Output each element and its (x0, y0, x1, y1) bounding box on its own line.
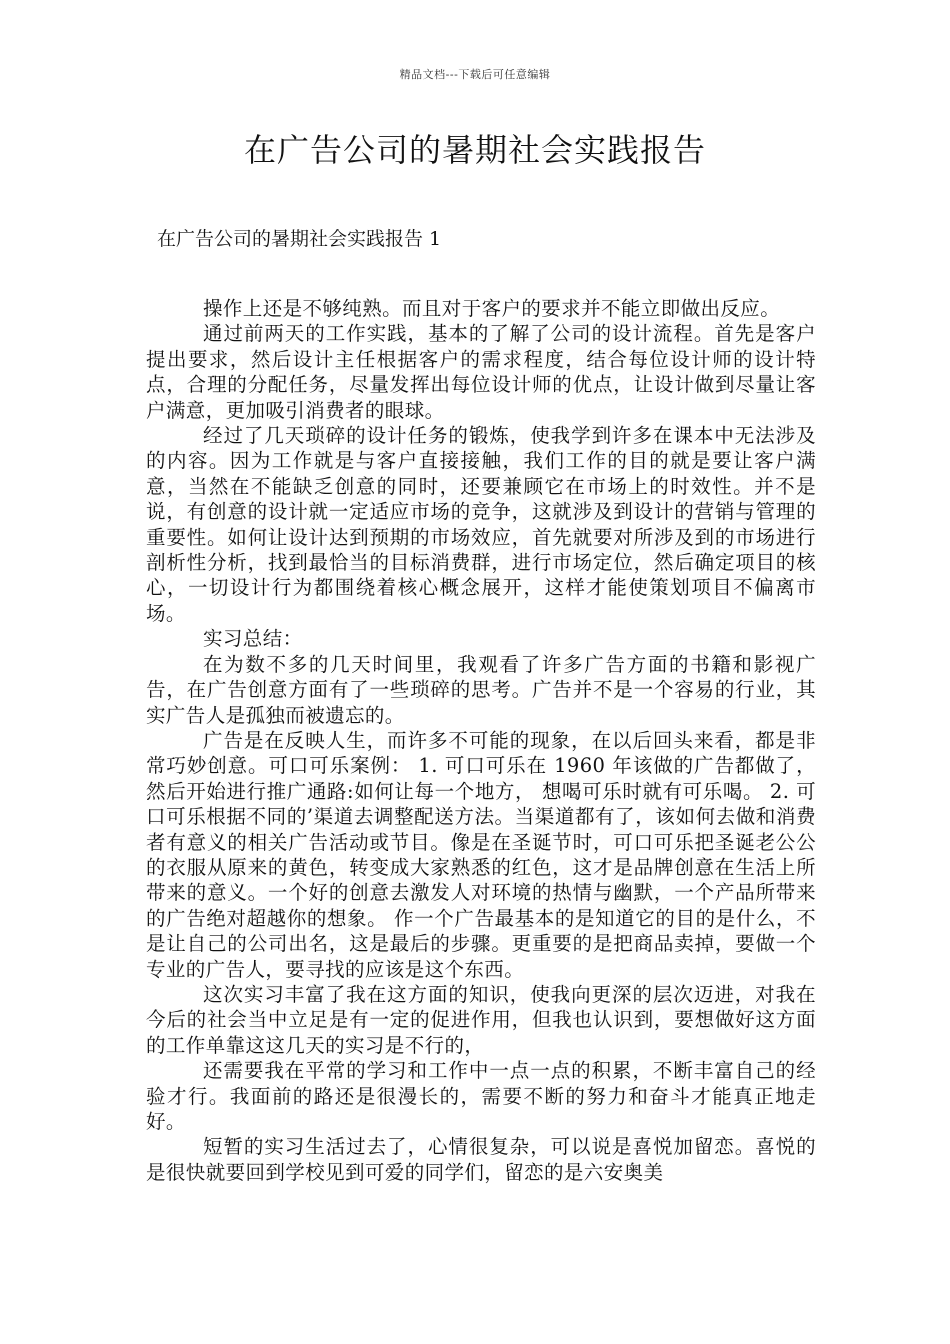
paragraph: 广告是在反映人生，而许多不可能的现象，在以后回头来看，都是非常巧妙创意。可口可乐案例： 1. 可口可乐在 1960 年该做的广告都做了，然后开始进行推广通路:如何让每一个地方， 想喝可乐时就有可乐喝。 2. 可口可乐根据不同的’渠道去调整配送方法。当渠道都有了，该如何去做和消费者有意义的相关广告活动或节目。像是在圣诞节时，可口可乐把圣诞老公公的衣服从原来的黄色，转变成大家熟悉的红色，这才是品牌创意在生活上所带来的意义。一个好的创意去激发人对环境的热情与幽默，一个产品所带来的广告绝对超越你的想象。 作一个广告最基本的是知道它的目的是什么，不是让自己的公司出名，这是最后的步骤。更重要的是把商品卖掉，要做一个专业的广告人，要寻找的应该是这个东西。 (146, 728, 816, 981)
paragraph: 这次实习丰富了我在这方面的知识，使我向更深的层次迈进，对我在今后的社会当中立足是有一定的促进作用，但我也认识到，要想做好这方面的工作单靠这这几天的实习是不行的， (146, 982, 816, 1057)
paragraph: 通过前两天的工作实践，基本的了解了公司的设计流程。首先是客户提出要求，然后设计主任根据客户的需求程度，结合每位设计师的设计特点，合理的分配任务，尽量发挥出每位设计师的优点，让设计做到尽量让客户满意，更加吸引消费者的眼球。 (146, 322, 816, 422)
summary-heading: 实习总结： (203, 627, 303, 651)
section-heading: 在广告公司的暑期社会实践报告 1 (157, 228, 442, 250)
paragraph: 经过了几天琐碎的设计任务的锻炼，使我学到许多在课本中无法涉及的内容。因为工作就是与客户直接接触，我们工作的目的就是要让客户满意，当然在不能缺乏创意的同时，还要兼顾它在市场上的时效性。并不是说，有创意的设计就一定适应市场的竞争，这就涉及到设计的营销与管理的重要性。如何让设计达到预期的市场效应，首先就要对所涉及到的市场进行剖析性分析，找到最恰当的目标消费群，进行市场定位，然后确定项目的核心，一切设计行为都围绕着核心概念展开，这样才能使策划项目不偏离市场。 (146, 424, 816, 625)
document-title: 在广告公司的暑期社会实践报告 (243, 131, 706, 169)
document-body (146, 296, 816, 1185)
paragraph: 在为数不多的几天时间里，我观看了许多广告方面的书籍和影视广告，在广告创意方面有了一些琐碎的思考。广告并不是一个容易的行业，其实广告人是孤独而被遗忘的。 (146, 652, 816, 727)
paragraph: 还需要我在平常的学习和工作中一点一点的积累，不断丰富自己的经验才行。我面前的路还是很漫长的，需要不断的努力和奋斗才能真正地走好。 (146, 1059, 816, 1133)
paragraph: 操作上还是不够纯熟。而且对于客户的要求并不能立即做出反应。 (203, 297, 781, 320)
paragraph: 短暂的实习生活过去了，心情很复杂，可以说是喜悦加留恋。喜悦的是很快就要回到学校见到可爱的同学们，留恋的是六安奥美 (146, 1135, 816, 1184)
header-note: 精品文档---下载后可任意编辑 (399, 68, 551, 81)
